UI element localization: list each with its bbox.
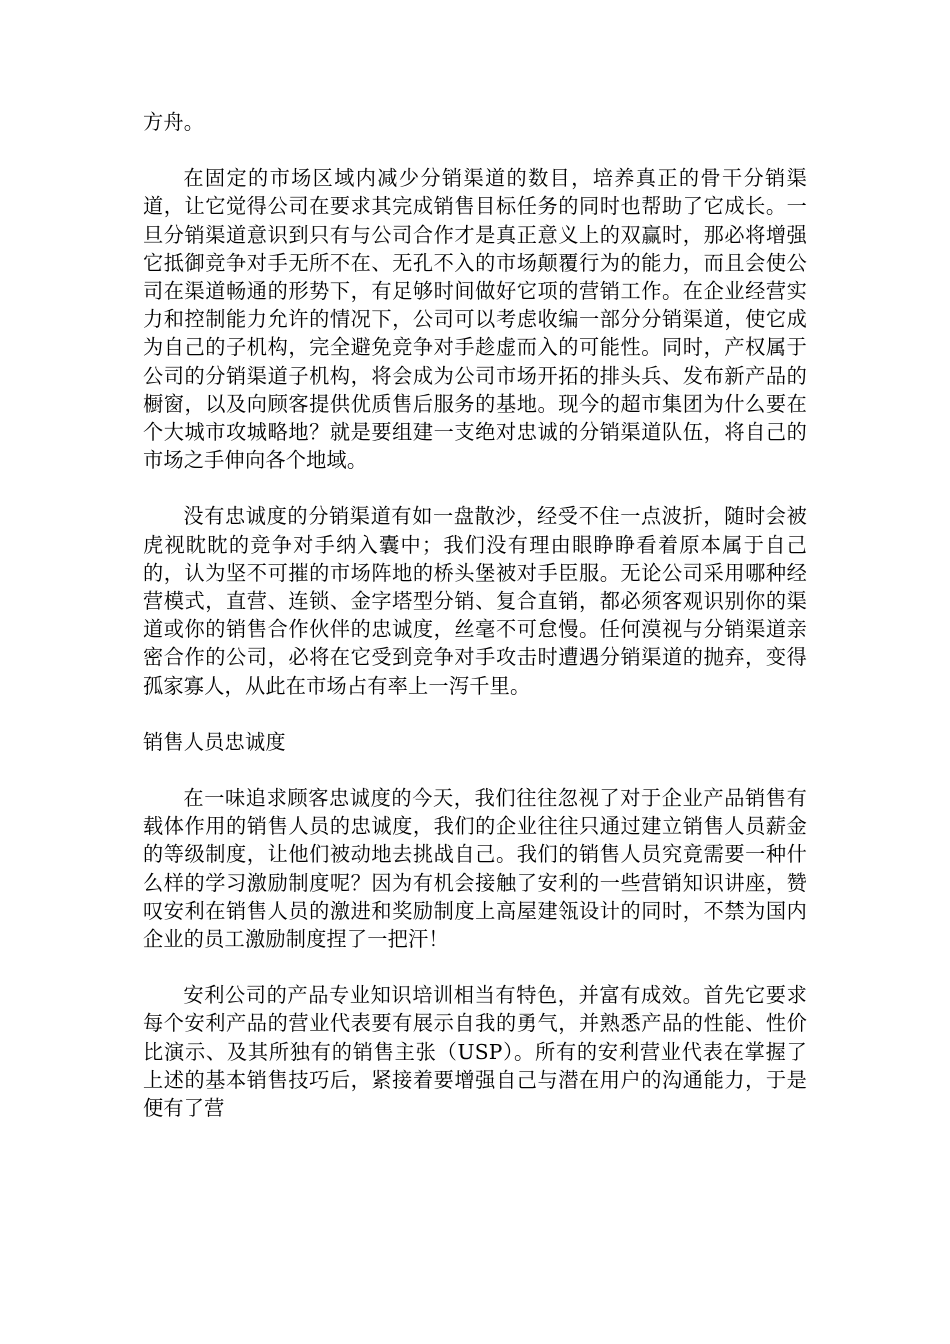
section-heading: 销售人员忠诚度 xyxy=(143,729,286,754)
paragraph-amway-training: 安利公司的产品专业知识培训相当有特色，并富有成效。首先它要求每个安利产品的营业代表要有展示自我的勇气，并熟悉产品的性能、性价比演示、及其所独有的销售主张（USP）。所有的安利营业代表在掌握了上述的基本销售技巧后，紧接着要增强自己与潜在用户的沟通能力，于是便有了营 xyxy=(143,983,807,1121)
paragraph-gap xyxy=(143,136,807,164)
paragraph-sales-staff-loyalty: 在一味追求顾客忠诚度的今天，我们往往忽视了对于企业产品销售有载体作用的销售人员的忠诚度，我们的企业往往只通过建立销售人员薪金的等级制度，让他们被动地去挑战自己。我们的销售人员究竟需要一种什么样的学习激励制度呢？因为有机会接触了安利的一些营销知识讲座，赞叹安利在销售人员的激进和奖励制度上高屋建瓴设计的同时，不禁为国内企业的员工激励制度捏了一把汗！ xyxy=(143,786,807,952)
paragraph-gap xyxy=(143,700,807,728)
paragraph-channel-loyalty: 没有忠诚度的分销渠道有如一盘散沙，经受不住一点波折，随时会被虎视眈眈的竞争对手纳入囊中；我们没有理由眼睁睁看着原本属于自己的，认为坚不可摧的市场阵地的桥头堡被对手臣服。无论公司采用哪种经营模式，直营、连锁、金字塔型分销、复合直销，都必须客观识别你的渠道或你的销售合作伙伴的忠诚度，丝毫不可怠慢。任何漠视与分销渠道亲密合作的公司，必将在它受到竞争对手攻击时遭遇分销渠道的抛弃，变得孤家寡人，从此在市场占有率上一泻千里。 xyxy=(143,504,807,698)
paragraph-gap xyxy=(143,953,807,981)
document-page xyxy=(143,108,807,1122)
paragraph-channel-reduction: 在固定的市场区域内减少分销渠道的数目，培养真正的骨干分销渠道，让它觉得公司在要求其完成销售目标任务的同时也帮助了它成长。一旦分销渠道意识到只有与公司合作才是真正意义上的双赢时，那必将增强它抵御竞争对手无所不在、无孔不入的市场颠覆行为的能力，而且会使公司在渠道畅通的形势下，有足够时间做好它项的营销工作。在企业经营实力和控制能力允许的情况下，公司可以考虑收编一部分分销渠道，使它成为自己的子机构，完全避免竞争对手趁虚而入的可能性。同时，产权属于公司的分销渠道子机构，将会成为公司市场开拓的排头兵、发布新产品的橱窗，以及向顾客提供优质售后服务的基地。现今的超市集团为什么要在个大城市攻城略地？就是要组建一支绝对忠诚的分销渠道队伍，将自己的市场之手伸向各个地域。 xyxy=(143,166,807,473)
lead-fragment: 方舟。 xyxy=(143,110,205,134)
paragraph-gap xyxy=(143,474,807,502)
paragraph-gap xyxy=(143,756,807,784)
